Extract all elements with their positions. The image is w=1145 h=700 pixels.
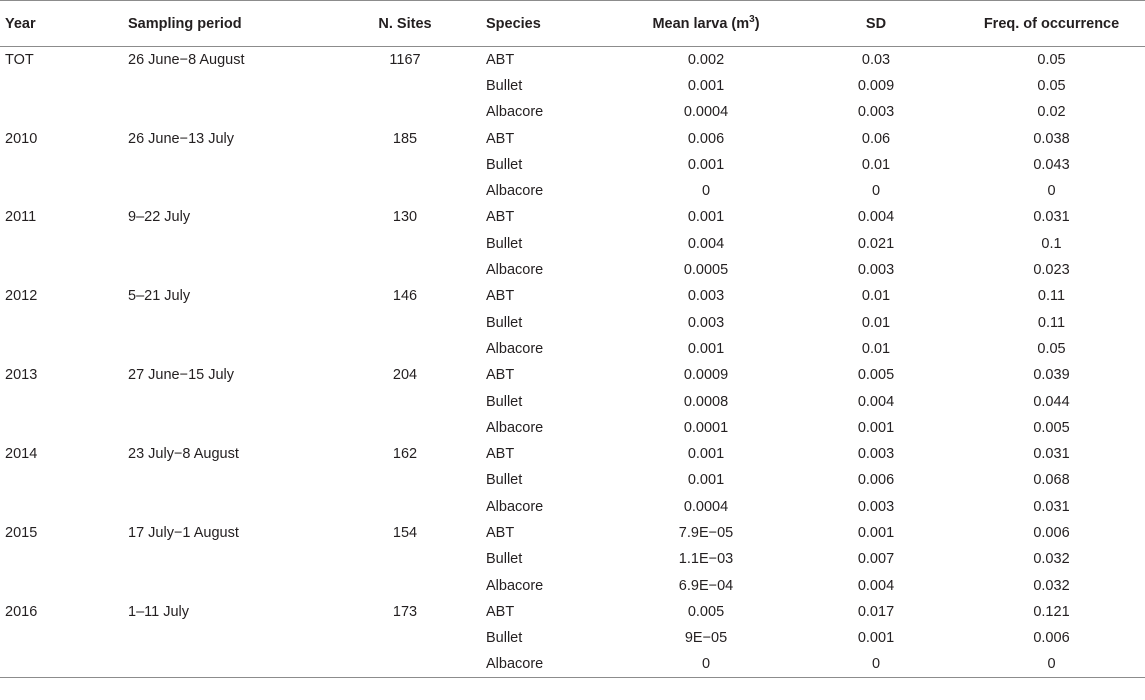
header-mean-larva-text: Mean larva (m <box>652 15 750 32</box>
cell-mean-larva: 0.004 <box>687 235 725 252</box>
cell-freq-occurrence: 0.068 <box>1033 472 1070 489</box>
cell-n-sites: 1167 <box>389 51 421 68</box>
cell-n-sites <box>324 99 486 125</box>
cell-freq-occurrence: 0.11 <box>1037 314 1066 331</box>
cell-sampling-period: 27 June−15 July <box>128 367 235 384</box>
table-row <box>0 599 1145 625</box>
cell-year: 2016 <box>5 603 38 620</box>
cell-sd: 0 <box>871 183 881 200</box>
cell-sd: 0.021 <box>857 235 895 252</box>
table-row <box>0 494 1145 520</box>
header-row <box>0 1 1145 47</box>
cell-sd: 0.001 <box>857 630 895 647</box>
cell-sampling-period: 5–21 July <box>128 288 191 305</box>
cell-freq-occurrence: 0.031 <box>1033 446 1070 463</box>
cell-species: Albacore <box>486 498 544 515</box>
header-n-sites: N. Sites <box>324 1 486 47</box>
cell-year: 2013 <box>5 367 38 384</box>
header-mean-larva-close: ) <box>754 15 760 32</box>
cell-mean-larva: 0.001 <box>687 156 725 173</box>
cell-mean-larva: 0.005 <box>687 603 725 620</box>
table-row <box>0 388 1145 414</box>
cell-n-sites: 162 <box>392 446 418 463</box>
cell-year <box>0 494 126 520</box>
cell-species: Albacore <box>486 340 544 357</box>
cell-species: Bullet <box>486 472 523 489</box>
cell-freq-occurrence: 0.039 <box>1033 367 1070 384</box>
cell-sd: 0.009 <box>857 77 895 94</box>
table-row <box>0 362 1145 388</box>
cell-sd: 0.001 <box>857 524 895 541</box>
cell-sampling-period <box>126 257 324 283</box>
cell-mean-larva: 1.1E−03 <box>678 551 734 568</box>
cell-mean-larva: 0.0001 <box>683 419 729 436</box>
cell-species: ABT <box>486 446 515 463</box>
cell-sampling-period: 9–22 July <box>128 209 191 226</box>
cell-species: Bullet <box>486 156 523 173</box>
cell-freq-occurrence: 0.1 <box>1041 235 1062 252</box>
cell-sd: 0.01 <box>861 156 891 173</box>
cell-mean-larva: 0.001 <box>687 340 725 357</box>
cell-year: TOT <box>5 51 34 68</box>
table-row <box>0 73 1145 99</box>
cell-n-sites: 154 <box>392 524 418 541</box>
cell-species: ABT <box>486 288 515 305</box>
cell-mean-larva: 0.003 <box>687 314 725 331</box>
cell-sd: 0.007 <box>857 551 895 568</box>
cell-sd: 0.01 <box>861 340 891 357</box>
cell-species: Bullet <box>486 77 523 94</box>
cell-n-sites: 146 <box>392 288 418 305</box>
header-sd: SD <box>801 1 951 47</box>
cell-freq-occurrence: 0.038 <box>1033 130 1070 147</box>
cell-year <box>0 178 126 204</box>
cell-mean-larva: 0.001 <box>687 446 725 463</box>
cell-freq-occurrence: 0.05 <box>1037 77 1066 94</box>
cell-species: Albacore <box>486 104 544 121</box>
cell-mean-larva: 6.9E−04 <box>678 577 734 594</box>
cell-sd: 0.003 <box>857 446 895 463</box>
cell-sampling-period <box>126 388 324 414</box>
cell-n-sites <box>324 309 486 335</box>
header-freq-occurrence: Freq. of occurrence <box>951 1 1145 47</box>
cell-sampling-period <box>126 651 324 677</box>
cell-mean-larva: 0.0004 <box>683 104 729 121</box>
table-row <box>0 336 1145 362</box>
cell-n-sites <box>324 336 486 362</box>
cell-mean-larva: 0.0008 <box>683 393 729 410</box>
cell-sampling-period <box>126 572 324 598</box>
table-body <box>0 47 1145 678</box>
cell-sampling-period <box>126 467 324 493</box>
cell-year <box>0 467 126 493</box>
cell-freq-occurrence: 0.043 <box>1033 156 1070 173</box>
cell-year <box>0 257 126 283</box>
cell-sd: 0.01 <box>861 288 891 305</box>
cell-sampling-period: 23 July−8 August <box>128 446 239 463</box>
cell-sampling-period <box>126 73 324 99</box>
cell-sd: 0.004 <box>857 577 895 594</box>
cell-mean-larva: 0.003 <box>687 288 725 305</box>
cell-year <box>0 651 126 677</box>
cell-freq-occurrence: 0.11 <box>1037 288 1066 305</box>
header-mean-larva <box>611 1 801 47</box>
cell-freq-occurrence: 0 <box>951 651 1145 677</box>
cell-species: ABT <box>486 603 515 620</box>
cell-mean-larva: 0.0009 <box>683 367 729 384</box>
cell-freq-occurrence: 0 <box>1047 183 1056 200</box>
cell-year: 2012 <box>5 288 38 305</box>
header-sampling-period: Sampling period <box>126 1 324 47</box>
cell-freq-occurrence: 0.05 <box>1037 51 1066 68</box>
table-row <box>0 283 1145 309</box>
cell-sd: 0.003 <box>857 498 895 515</box>
cell-freq-occurrence: 0.023 <box>1033 262 1070 279</box>
table-row <box>0 467 1145 493</box>
table-row <box>0 152 1145 178</box>
cell-species: ABT <box>486 51 515 68</box>
table-row <box>0 99 1145 125</box>
cell-mean-larva: 0.001 <box>687 472 725 489</box>
cell-species: Bullet <box>486 393 523 410</box>
cell-year <box>0 152 126 178</box>
cell-n-sites <box>324 494 486 520</box>
cell-mean-larva: 0.006 <box>687 130 725 147</box>
cell-sd: 0.005 <box>857 367 895 384</box>
table-row <box>0 231 1145 257</box>
cell-year <box>0 231 126 257</box>
cell-n-sites: 204 <box>392 367 418 384</box>
cell-freq-occurrence: 0.006 <box>1033 524 1070 541</box>
cell-n-sites: 185 <box>392 130 418 147</box>
cell-freq-occurrence: 0.02 <box>1037 104 1066 121</box>
cell-mean-larva: 0.002 <box>687 51 725 68</box>
cell-sampling-period <box>126 336 324 362</box>
cell-freq-occurrence: 0.031 <box>1033 498 1070 515</box>
cell-n-sites: 130 <box>392 209 418 226</box>
cell-year: 2010 <box>5 130 38 147</box>
cell-n-sites <box>324 415 486 441</box>
cell-sd: 0 <box>801 651 951 677</box>
cell-n-sites <box>324 651 486 677</box>
cell-sampling-period: 26 June−13 July <box>128 130 235 147</box>
cell-species: ABT <box>486 524 515 541</box>
cell-freq-occurrence: 0.121 <box>1033 603 1070 620</box>
cell-year: 2014 <box>5 446 38 463</box>
cell-sampling-period: 26 June−8 August <box>128 51 245 68</box>
cell-species: ABT <box>486 209 515 226</box>
cell-species: Albacore <box>486 419 544 436</box>
cell-species: ABT <box>486 367 515 384</box>
cell-year <box>0 73 126 99</box>
cell-species: Albacore <box>486 651 611 677</box>
cell-sampling-period <box>126 231 324 257</box>
cell-sd: 0.017 <box>857 603 895 620</box>
cell-sd: 0.001 <box>857 419 895 436</box>
cell-sd: 0.03 <box>861 51 891 68</box>
cell-year: 2011 <box>5 209 37 226</box>
cell-sd: 0.004 <box>857 393 895 410</box>
cell-sampling-period <box>126 152 324 178</box>
cell-sampling-period <box>126 415 324 441</box>
cell-sampling-period <box>126 494 324 520</box>
cell-mean-larva: 0.0005 <box>683 262 729 279</box>
cell-mean-larva: 0 <box>701 183 711 200</box>
cell-n-sites <box>324 231 486 257</box>
cell-sd: 0.06 <box>861 130 891 147</box>
cell-n-sites <box>324 388 486 414</box>
cell-sampling-period <box>126 178 324 204</box>
cell-freq-occurrence: 0.005 <box>1033 419 1070 436</box>
table-row <box>0 625 1145 651</box>
table-row <box>0 257 1145 283</box>
table-row <box>0 47 1145 73</box>
table-row <box>0 651 1145 677</box>
cell-n-sites <box>324 572 486 598</box>
cell-mean-larva: 0.001 <box>687 209 725 226</box>
cell-mean-larva: 0 <box>611 651 801 677</box>
cell-freq-occurrence: 0.031 <box>1033 209 1070 226</box>
cell-sd: 0.004 <box>857 209 895 226</box>
cell-n-sites <box>324 467 486 493</box>
table-row <box>0 125 1145 151</box>
cell-year: 2015 <box>5 524 38 541</box>
table-row <box>0 415 1145 441</box>
cell-species: Bullet <box>486 314 523 331</box>
cell-species: Bullet <box>486 551 523 568</box>
cell-sampling-period <box>126 99 324 125</box>
cell-sampling-period <box>126 625 324 651</box>
cell-mean-larva: 0.001 <box>687 77 725 94</box>
header-mean-larva-exponent: 3 <box>749 13 755 25</box>
cell-freq-occurrence: 0.05 <box>1037 340 1066 357</box>
cell-species: Bullet <box>486 630 523 647</box>
cell-n-sites <box>324 546 486 572</box>
cell-year <box>0 99 126 125</box>
cell-freq-occurrence: 0.032 <box>1033 551 1070 568</box>
cell-species: Bullet <box>486 235 523 252</box>
cell-year <box>0 625 126 651</box>
cell-species: Albacore <box>486 262 544 279</box>
cell-year <box>0 388 126 414</box>
cell-year <box>0 309 126 335</box>
table-row <box>0 178 1145 204</box>
cell-n-sites <box>324 625 486 651</box>
cell-species: Albacore <box>486 577 544 594</box>
cell-sampling-period <box>126 309 324 335</box>
table-row <box>0 204 1145 230</box>
cell-mean-larva: 0.0004 <box>683 498 729 515</box>
cell-sd: 0.003 <box>857 104 895 121</box>
cell-year <box>0 572 126 598</box>
cell-mean-larva: 7.9E−05 <box>678 524 734 541</box>
cell-year <box>0 546 126 572</box>
table-row <box>0 520 1145 546</box>
cell-sd: 0.003 <box>857 262 895 279</box>
cell-n-sites <box>324 73 486 99</box>
cell-sampling-period: 1–11 July <box>128 603 189 620</box>
cell-sampling-period <box>126 546 324 572</box>
cell-sd: 0.01 <box>861 314 891 331</box>
table-header <box>0 1 1145 47</box>
cell-sampling-period: 17 July−1 August <box>128 524 239 541</box>
cell-freq-occurrence: 0.044 <box>1033 393 1070 410</box>
cell-species: Albacore <box>486 183 544 200</box>
cell-n-sites: 173 <box>392 603 418 620</box>
table-row <box>0 441 1145 467</box>
cell-mean-larva: 9E−05 <box>684 630 728 647</box>
cell-freq-occurrence: 0.032 <box>1033 577 1070 594</box>
table-row <box>0 572 1145 598</box>
cell-n-sites <box>324 178 486 204</box>
cell-year <box>0 336 126 362</box>
cell-species: ABT <box>486 130 515 147</box>
table-row <box>0 546 1145 572</box>
header-year: Year <box>0 1 126 47</box>
cell-sd: 0.006 <box>857 472 895 489</box>
header-species: Species <box>486 1 611 47</box>
table-row <box>0 309 1145 335</box>
cell-n-sites <box>324 152 486 178</box>
cell-freq-occurrence: 0.006 <box>1033 630 1070 647</box>
cell-year <box>0 415 126 441</box>
cell-n-sites <box>324 257 486 283</box>
